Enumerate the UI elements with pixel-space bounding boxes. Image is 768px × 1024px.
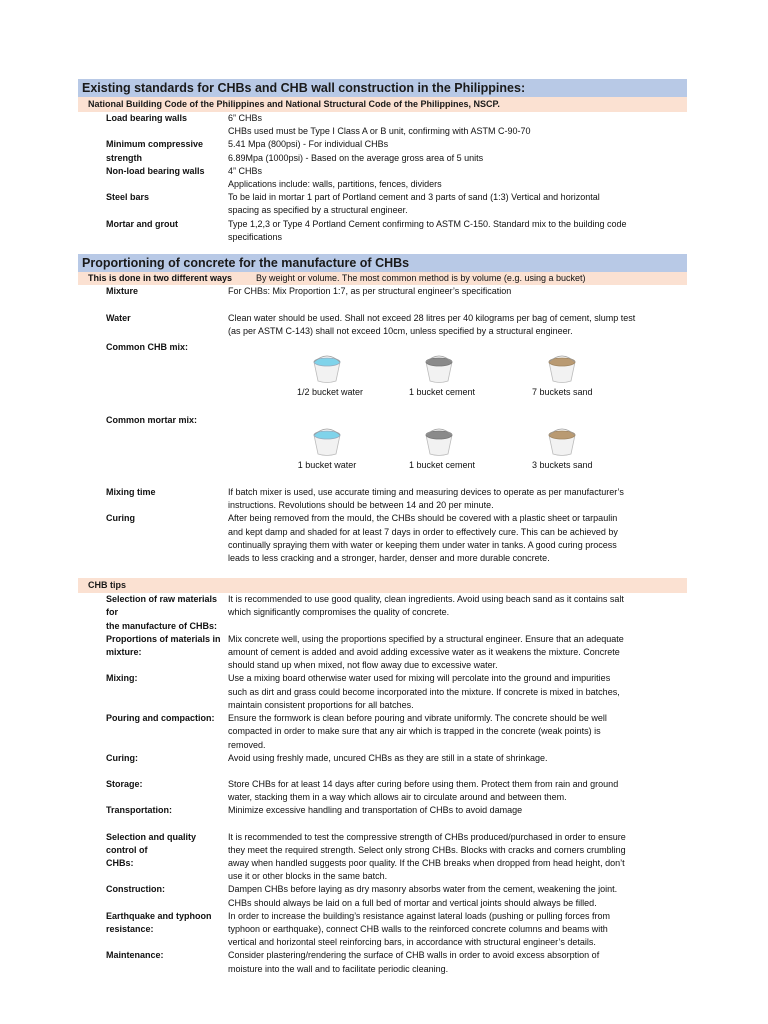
sand-bucket-icon (545, 427, 579, 457)
row-label (78, 165, 228, 191)
row-label-line: Non-load bearing walls (106, 165, 205, 176)
mixing-time-row (78, 486, 687, 512)
table-row (78, 712, 687, 752)
table-row (78, 831, 687, 884)
row-label-line: Load bearing walls (106, 113, 188, 123)
section2-title: Proportioning of concrete for the manufacture of CHBs (78, 254, 687, 272)
row-value-line: Ensure the formwork is clean before pouring and vibrate uniformly. The concrete should be well (228, 713, 607, 724)
section3-rows (78, 593, 687, 975)
row-label-line: Proportions of materials in (106, 633, 221, 644)
section1-subtitle: National Building Code of the Philippines and National Structural Code of the Philippines, NSCP. (78, 97, 687, 112)
row-label (78, 138, 228, 164)
water-line: (as per ASTM C-143) shall not exceed 10cm, unless specified by a structural engineer. (228, 326, 573, 337)
row-value-line: 5.41 Mpa (800psi) - For individual CHBs (228, 139, 389, 150)
bucket-caption: 7 buckets sand (532, 386, 593, 397)
row-value-line: vertical and horizontal steel reinforcing bars, in accordance with structural engineer’s details. (228, 937, 596, 948)
mortar-mix-label: Common mortar mix: (106, 414, 198, 425)
mixing-time-label: Mixing time (106, 487, 156, 498)
chb-mix-label: Common CHB mix: (106, 341, 189, 352)
row-label-line: Transportation: (106, 805, 173, 816)
mortar-mix-row (78, 414, 687, 427)
row-value-line: Type 1,2,3 or Type 4 Portland Cement confirming to ASTM C-150. Standard mix to the building code (228, 218, 627, 229)
row-value (228, 165, 687, 191)
row-label (78, 831, 228, 884)
water-bucket-icon (310, 427, 344, 457)
curing-line: continually spraying them with water or keeping them under water in tanks. A good curing process (228, 539, 617, 550)
bucket-caption: 1 bucket cement (409, 460, 476, 471)
bucket-cement (409, 354, 476, 397)
bucket-cement (409, 427, 476, 471)
section2-intro (78, 272, 687, 285)
row-value-line: It is recommended to use good quality, clean ingredients. Avoid using beach sand as it contains salt (228, 594, 624, 605)
bucket-sand (532, 354, 592, 397)
row-value (228, 191, 687, 217)
water-value (228, 312, 687, 338)
row-label-line: Mortar and grout (106, 218, 178, 229)
row-label (78, 910, 228, 950)
row-value (228, 752, 687, 765)
row-label (78, 949, 228, 975)
row-label (78, 633, 228, 673)
row-label-line: Selection and quality control of (106, 831, 197, 855)
row-value-line: Store CHBs for at least 14 days after curing before using them. Protect them from rain and ground (228, 778, 619, 789)
row-label (78, 191, 228, 217)
chb-mix-row (78, 341, 687, 354)
row-value (228, 883, 687, 909)
row-value-line: water, stacking them in a way which allows air to circulate around and between them. (228, 792, 567, 803)
row-label-line: Maintenance: (106, 950, 164, 961)
curing-line: and kept damp and shaded for at least 7 days in order to effectively cure. This can be achieved by (228, 526, 618, 537)
table-row (78, 804, 687, 817)
cement-bucket-icon (422, 354, 456, 384)
row-value-line: Mix concrete well, using the proportions specified by a structural engineer. Ensure that an adequate (228, 633, 624, 644)
row-value-line: use it or other blocks in the same batch. (228, 871, 388, 882)
row-value-line: Dampen CHBs before laying as dry masonry absorbs water from the cement, weakening the joint. (228, 884, 618, 895)
table-row (78, 165, 687, 191)
table-row (78, 138, 687, 164)
mortar-mix-buckets (78, 427, 687, 477)
table-row (78, 910, 687, 950)
row-value-line: In order to increase the building’s resistance against lateral loads (pushing or pulling forces from (228, 910, 611, 921)
row-label-line: Pouring and compaction: (106, 713, 215, 724)
section3-title: CHB tips (78, 578, 687, 593)
row-label-line: mixture: (106, 647, 142, 658)
row-label-line: Earthquake and typhoon (106, 910, 212, 921)
row-value-line: Use a mixing board otherwise water used for mixing will percolate into the ground and impurities (228, 673, 611, 684)
row-label (78, 712, 228, 752)
row-value-line: such as dirt and grass could become incorporated into the mixture. If concrete is mixed in batches, (228, 686, 620, 697)
water-label: Water (106, 313, 131, 324)
row-value (228, 138, 687, 164)
row-value (228, 831, 687, 884)
sand-bucket-icon (545, 354, 579, 384)
table-row (78, 218, 687, 244)
row-value (228, 712, 687, 752)
row-value-line: Avoid using freshly made, uncured CHBs as they are still in a state of shrinkage. (228, 752, 548, 763)
row-value-line: compacted in order to make sure that any air which is trapped in the concrete (weak points) is (228, 726, 601, 737)
bucket-water (297, 427, 357, 470)
table-row (78, 752, 687, 765)
table-row (78, 191, 687, 217)
intro-label: This is done in two different ways (88, 273, 233, 284)
water-line: Clean water should be used. Shall not exceed 28 litres per 40 kilograms per bag of cement, slump test (228, 313, 636, 324)
row-value (228, 112, 687, 138)
curing-line: leads to less cracking and a stronger, harder, denser and more durable concrete. (228, 553, 550, 564)
table-row (78, 672, 687, 712)
bucket-sand (532, 427, 592, 470)
mixture-value: For CHBs: Mix Proportion 1:7, as per structural engineer’s specification (228, 286, 512, 297)
row-label-line: Construction: (106, 884, 165, 895)
row-label-line: CHBs: (106, 857, 134, 868)
row-label (78, 672, 228, 712)
row-label-line: Selection of raw materials for (106, 594, 218, 618)
curing-value (228, 512, 687, 565)
row-value-line: which significantly compromises the quality of concrete. (228, 607, 450, 618)
row-value (228, 218, 687, 244)
bucket-caption: 1 bucket water (297, 460, 357, 471)
row-value (228, 804, 687, 817)
curing-label: Curing (106, 513, 135, 524)
row-value (228, 593, 687, 633)
row-value-line: It is recommended to test the compressive strength of CHBs produced/purchased in order to ensure (228, 831, 626, 842)
row-value-line: Applications include: walls, partitions, fences, dividers (228, 179, 442, 190)
row-value-line: Consider plastering/rendering the surface of CHB walls in order to avoid excess absorption of (228, 950, 600, 961)
section1-title: Existing standards for CHBs and CHB wall construction in the Philippines: (78, 79, 687, 97)
row-label (78, 752, 228, 765)
row-value-line: they meet the required strength. Select only strong CHBs. Blocks with cracks and corners crumbling (228, 844, 626, 855)
mixing-time-line: If batch mixer is used, use accurate timing and measuring devices to operate as per manufacturer’s (228, 487, 624, 498)
table-row (78, 112, 687, 138)
bucket-caption: 1 bucket cement (409, 386, 476, 397)
row-label (78, 218, 228, 244)
table-row (78, 633, 687, 673)
intro-value: By weight or volume. The most common method is by volume (e.g. using a bucket) (256, 273, 586, 284)
row-value-line: CHBs should always be laid on a full bed of mortar and vertical joints should always be filled. (228, 897, 597, 908)
row-label-line: Storage: (106, 778, 143, 789)
mixture-label: Mixture (106, 286, 139, 297)
mixing-time-value (228, 486, 687, 512)
row-label-line: Mixing: (106, 673, 138, 684)
row-value-line: removed. (228, 739, 266, 750)
row-label-line: Minimum compressive strength (106, 139, 204, 163)
row-label (78, 593, 228, 633)
table-row (78, 883, 687, 909)
row-value-line: typhoon or earthquake), connect CHB walls to the reinforced concrete columns and beams with (228, 923, 608, 934)
bucket-water (297, 354, 364, 397)
row-value-line: moisture into the wall and to facilitate periodic cleaning. (228, 963, 449, 974)
row-label-line: Curing: (106, 752, 138, 763)
curing-row (78, 512, 687, 565)
mixing-time-line: instructions. Revolutions should be between 14 and 20 per minute. (228, 500, 494, 511)
row-value (228, 778, 687, 804)
row-value-line: Minimize excessive handling and transportation of CHBs to avoid damage (228, 805, 523, 816)
row-value-line: CHBs used must be Type I Class A or B unit, confirming with ASTM C-90-70 (228, 126, 531, 137)
table-row (78, 593, 687, 633)
row-value-line: 6” CHBs (228, 113, 263, 123)
row-label (78, 883, 228, 909)
row-label-line: Steel bars (106, 192, 150, 203)
table-row (78, 778, 687, 804)
row-label (78, 778, 228, 804)
row-label (78, 804, 228, 817)
row-value (228, 910, 687, 950)
bucket-caption: 3 buckets sand (532, 460, 593, 471)
row-value-line: 6.89Mpa (1000psi) - Based on the average gross area of 5 units (228, 152, 484, 163)
row-value-line: should stand up when mixed, not flow away due to excessive water. (228, 660, 498, 671)
section1-rows (78, 112, 687, 244)
row-value-line: maintain consistent proportions for all batches. (228, 699, 414, 710)
document-page (78, 79, 687, 976)
water-row (78, 312, 687, 338)
mixture-row (78, 285, 687, 298)
row-label (78, 112, 228, 138)
cement-bucket-icon (422, 427, 456, 457)
row-value-line: specifications (228, 231, 283, 242)
row-value-line: 4” CHBs (228, 165, 263, 176)
row-value-line: away when handled suggests poor quality. If the CHB breaks when dropped from head height, don’t (228, 857, 625, 868)
row-value (228, 633, 687, 673)
row-value (228, 672, 687, 712)
row-value-line: amount of cement is added and avoid adding excessive water as it weakens the mixture. Concrete (228, 647, 620, 658)
curing-line: After being removed from the mould, the CHBs should be covered with a plastic sheet or tarpaulin (228, 513, 618, 524)
bucket-caption: 1/2 bucket water (297, 386, 364, 397)
chb-mix-buckets (78, 354, 687, 404)
row-value-line: spacing as specified by a structural engineer. (228, 205, 408, 216)
row-label-line: resistance: (106, 923, 154, 934)
table-row (78, 949, 687, 975)
row-value (228, 949, 687, 975)
row-label-line: the manufacture of CHBs: (106, 620, 218, 631)
row-value-line: To be laid in mortar 1 part of Portland cement and 3 parts of sand (1:3) Vertical and horizontal (228, 192, 600, 203)
water-bucket-icon (310, 354, 344, 384)
